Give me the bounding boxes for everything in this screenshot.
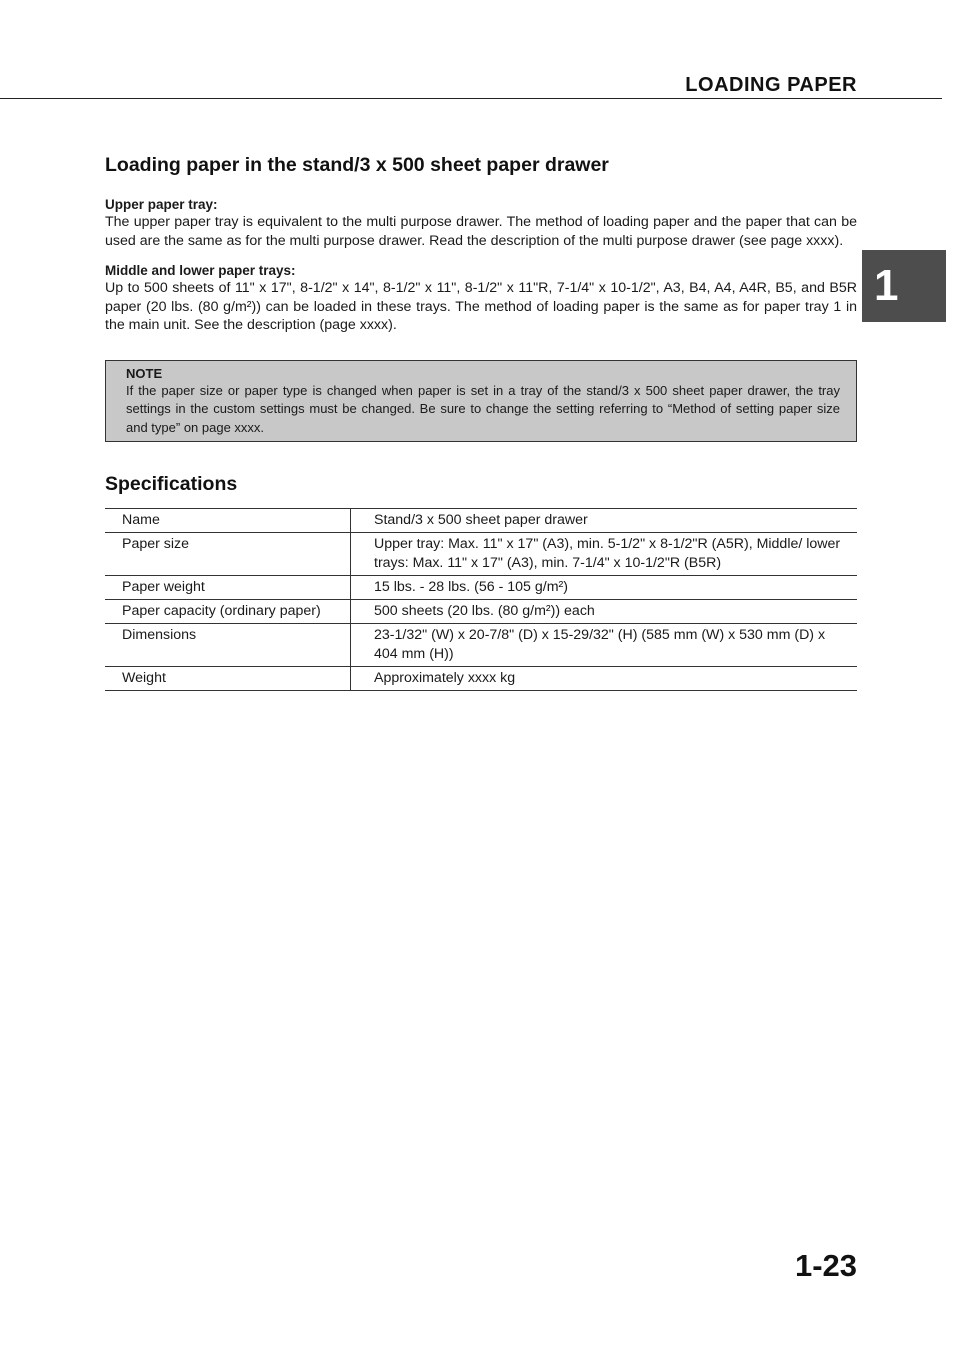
specifications-heading-wrapper <box>105 473 857 496</box>
section-title: Loading paper in the stand/3 x 500 sheet paper drawer <box>105 154 609 176</box>
lower-trays-text: Up to 500 sheets of 11" x 17", 8-1/2" x 14", 8-1/2" x 11", 8-1/2" x 11"R, 7-1/4" x 10-1/2", A3, B4, A4, A4R, B5, and B5R paper (20 lbs. (80 g/m²)) can be loaded in these trays. The method of loading paper is the same as for paper tray 1 in the main unit. See the description (page xxxx). <box>105 280 857 333</box>
spec-label: Paper capacity (ordinary paper) <box>105 600 351 624</box>
lower-trays-heading: Middle and lower paper trays: <box>105 263 296 278</box>
spec-label: Paper size <box>105 533 351 576</box>
table-row <box>105 624 857 667</box>
specifications-title: Specifications <box>105 473 238 495</box>
table-row <box>105 667 857 691</box>
spec-label: Dimensions <box>105 624 351 667</box>
upper-tray-heading: Upper paper tray: <box>105 197 218 212</box>
specifications-table <box>105 508 857 691</box>
spec-label: Name <box>105 509 351 533</box>
running-header-title: LOADING PAPER <box>685 74 857 96</box>
section-heading-wrapper <box>105 154 857 177</box>
spec-label: Weight <box>105 667 351 691</box>
spec-label: Paper weight <box>105 576 351 600</box>
spec-value: Approximately xxxx kg <box>351 667 858 691</box>
note-box <box>105 360 857 442</box>
spec-value: 15 lbs. - 28 lbs. (56 - 105 g/m²) <box>351 576 858 600</box>
chapter-tab <box>862 250 946 322</box>
note-text: If the paper size or paper type is changed when paper is set in a tray of the stand/3 x 500 sheet paper drawer, the tray settings in the custom settings must be changed. Be sure to change the setting referring to “Method of setting paper size and type” on page xxxx. <box>126 383 840 435</box>
lower-trays-block <box>105 263 857 335</box>
upper-tray-text: The upper paper tray is equivalent to the multi purpose drawer. The method of loading paper and the paper that can be used are the same as for the multi purpose drawer. Read the description of the multi purpose drawer (see page xxxx). <box>105 214 857 249</box>
header-divider <box>0 98 942 99</box>
spec-value: Upper tray: Max. 11" x 17" (A3), min. 5-1/2" x 8-1/2"R (A5R), Middle/ lower trays: Max. 11" x 17" (A3), min. 7-1/4" x 10-1/2"R (B5R) <box>351 533 858 576</box>
page-number: 1-23 <box>794 1248 857 1283</box>
upper-tray-block <box>105 197 857 250</box>
spec-value: 500 sheets (20 lbs. (80 g/m²)) each <box>351 600 858 624</box>
spec-value: Stand/3 x 500 sheet paper drawer <box>351 509 858 533</box>
table-row <box>105 509 857 533</box>
table-row <box>105 576 857 600</box>
table-row <box>105 533 857 576</box>
table-row <box>105 600 857 624</box>
note-label: NOTE <box>126 366 163 381</box>
chapter-number: 1 <box>874 261 899 310</box>
spec-value: 23-1/32" (W) x 20-7/8" (D) x 15-29/32" (H) (585 mm (W) x 530 mm (D) x 404 mm (H)) <box>351 624 858 667</box>
